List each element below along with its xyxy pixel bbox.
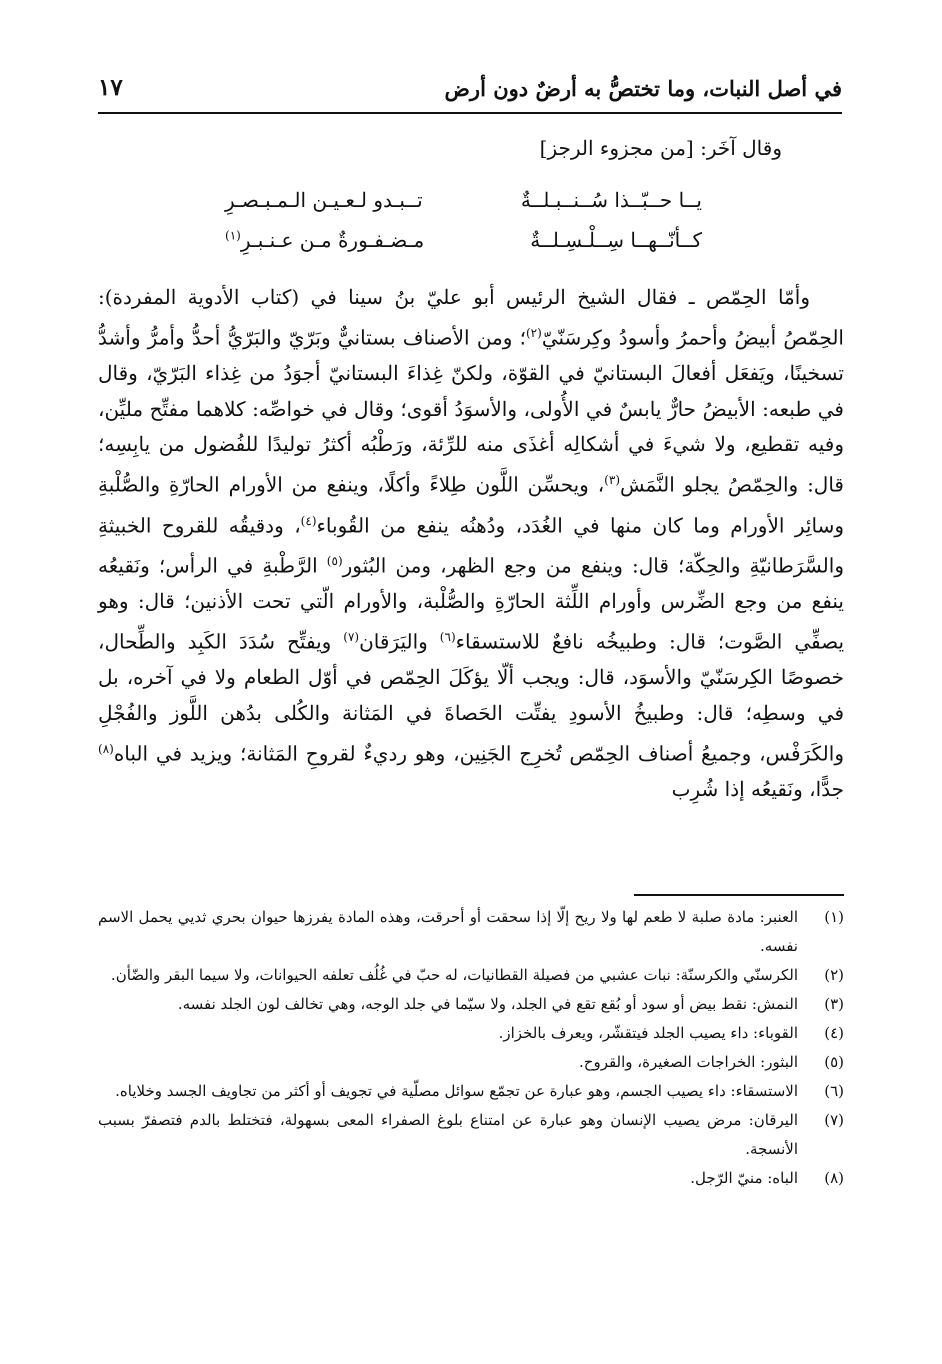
running-header xyxy=(98,70,842,114)
footnote xyxy=(98,1106,844,1164)
footnote-text: النمش: نقط بيض أو سود أو بُقع تقع في الجلد، ولا سيّما في جلد الوجه، وهي تخالف لون الجلد نفسه. xyxy=(177,995,798,1013)
text-run: ، ودقيقُه للقروح الخبيثةِ والسَّرَطانيّةِ والحِكّة؛ قال: وينفع من وجع الظهر، ومن البُثور xyxy=(98,513,844,578)
text-run: ؛ ومن الأصناف بستانيٌّ وبَرّيّ والبَرّيُّ أحدُّ وأمرُّ وأشدُّ تسخينًا، ويَفعَل أفعالَ البستانيّ في القوّة، ولكنّ غِذاءَ البستانيّ أجوَدُ من غِذاء البَرّيّ، وقال في طبعه: الأبيضُ حارٌّ يابسٌ في الأُولى، والأسوَدُ أقوى؛ وقال في خواصِّه: كلاهما مفتِّح مليِّن، وفيه تقطيع، ولا شيءَ في أشكالِه أغذَى منه للرِّئة، ورَطْبُه أكثرُ توليدًا للفُضول من يابِسِه؛ قال: والحِمّصُ يجلو النَّمَش xyxy=(98,325,844,497)
poem-line-2 xyxy=(225,228,702,260)
text-run: وأمّا الحِمّص ـ فقال الشيخ الرئيس أبو عليّ بنُ سينا في (كتاب الأدوية المفردة): الحِمّصُ أبيضُ وأحمرُ وأسودُ وكِرسَنّيّ xyxy=(98,285,844,350)
text-run: واليَرَقان xyxy=(359,629,440,654)
footnote xyxy=(98,961,844,990)
footnote-number: (٧) xyxy=(824,1111,844,1129)
text-run: ، ويحسِّن اللَّون طِلاءً وأكلًا، وينفع من الأورام الحارّةِ والصُّلْبةِ وسائِر الأورام وما كان منها في الغُدَد، ودُهنُه ينفع من القُوباء xyxy=(98,472,844,538)
hemistich-second xyxy=(225,228,424,252)
footnote-ref: (٦) xyxy=(439,629,456,644)
footnote-text: اليرقان: مرض يصيب الإنسان وهو عبارة عن امتناع بلوغ الصفراء المعى بسهولة، فتختلط بالدم فتصفرّ بسبب الأنسجة. xyxy=(98,1111,798,1158)
footnote-number: (٦) xyxy=(824,1082,844,1100)
text-run: ويفتِّح سُدَدَ الكَبِد والطِّحال، خصوصًا الكِرسَنّيّ والأسوَد، قال: ويجب ألّا يؤكَلَ الحِمّص في أوّل الطعام ولا في آخره، بل في وسطِه؛ قال: وطبيخُ الأسودِ يفتِّت الحَصاةَ في المَثانة والكُلى بدُهن اللَّوز والفُجْلِ والكَرَفْس، وجميعُ أصناف الحِمّص تُخرِج الجَنِين، وهو رديءٌ لقروحِ المَثانة؛ ويزيد في الباه xyxy=(98,629,844,766)
footnote-number: (١) xyxy=(824,908,844,926)
footnote-number: (٤) xyxy=(824,1024,844,1042)
verse-intro: وقال آخَر: [من مجزوء الرجز] xyxy=(539,136,782,160)
footnote xyxy=(98,1077,844,1106)
footnote-ref: (١) xyxy=(225,228,241,243)
footnote-ref: (٣) xyxy=(604,473,620,488)
running-title: في أصل النبات، وما تختصُّ به أرضٌ دون أرض xyxy=(444,76,842,101)
paragraph xyxy=(98,280,844,808)
poem-line-1 xyxy=(225,188,702,220)
footnote xyxy=(98,990,844,1019)
footnote-ref: (٨) xyxy=(98,741,114,756)
text-run: الرَّطْبةِ في الرأس؛ ونَقيعُه ينفع من وجع الضِّرس وأورام اللِّثة الحارّةِ والصُّلْبة، والأورام الّتي تحت الأذنين؛ قال: وهو يصفِّي الصَّوت؛ قال: وطبيخُه نافعٌ للاستسقاء xyxy=(98,553,845,654)
page-number: ١٧ xyxy=(98,74,123,101)
footnote-divider xyxy=(634,894,844,896)
footnote-ref: (٤) xyxy=(300,513,317,528)
hemistich-first: يــا حــبّــذا سُــنــبـلــةٌ xyxy=(520,188,702,212)
footnotes xyxy=(98,903,844,1193)
footnote-text: الكرسنّي والكرسنّة: نبات عشبي من فصيلة القطانيات، له حبّ في غُلُف تعلفه الحيوانات، ولا سيما البقر والضّأن. xyxy=(110,966,798,984)
main-text xyxy=(98,280,844,808)
text-run: جدًّا، ونَقيعُه إذا شُرِب xyxy=(671,777,844,802)
footnote xyxy=(98,1019,844,1048)
footnote-text: العنبر: مادة صلبة لا طعم لها ولا ريح إلّا إذا سحقت أو أحرقت، وهذه المادة يفرزها حيوان بحري ثديي يحمل الاسم نفسه. xyxy=(98,908,798,955)
footnote-ref: (٥) xyxy=(326,553,343,568)
footnote-number: (٢) xyxy=(824,966,844,984)
footnote-text: القوباء: داء يصيب الجلد فيتقشّر، ويعرف بالخزاز. xyxy=(498,1024,798,1042)
footnote xyxy=(98,903,844,961)
hemistich-text: مـضـفـورةٌ مـن عـنـبـرِ xyxy=(240,228,425,252)
footnote-ref: (٧) xyxy=(343,629,360,644)
footnote-text: الباه: منيّ الرّجل. xyxy=(690,1169,798,1187)
footnote-text: البثور: الخراجات الصغيرة، والقروح. xyxy=(579,1053,798,1071)
footnote xyxy=(98,1164,844,1193)
hemistich-first: كــأنّــهــا سِــلْـسِـلــةٌ xyxy=(530,228,702,252)
footnote-number: (٥) xyxy=(824,1053,844,1071)
footnote-text: الاستسقاء: داء يصيب الجسم، وهو عبارة عن تجمّع سوائل مصلّية في تجويف أو أكثر من تجاويف الجسد وخلاياه. xyxy=(115,1082,798,1100)
hemistich-second: تــبـدو لـعـيـن الـمـبـصـرِ xyxy=(225,188,423,212)
footnote-ref: (٢) xyxy=(525,325,542,340)
footnote xyxy=(98,1048,844,1077)
footnote-number: (٨) xyxy=(824,1169,844,1187)
footnote-number: (٣) xyxy=(824,995,844,1013)
